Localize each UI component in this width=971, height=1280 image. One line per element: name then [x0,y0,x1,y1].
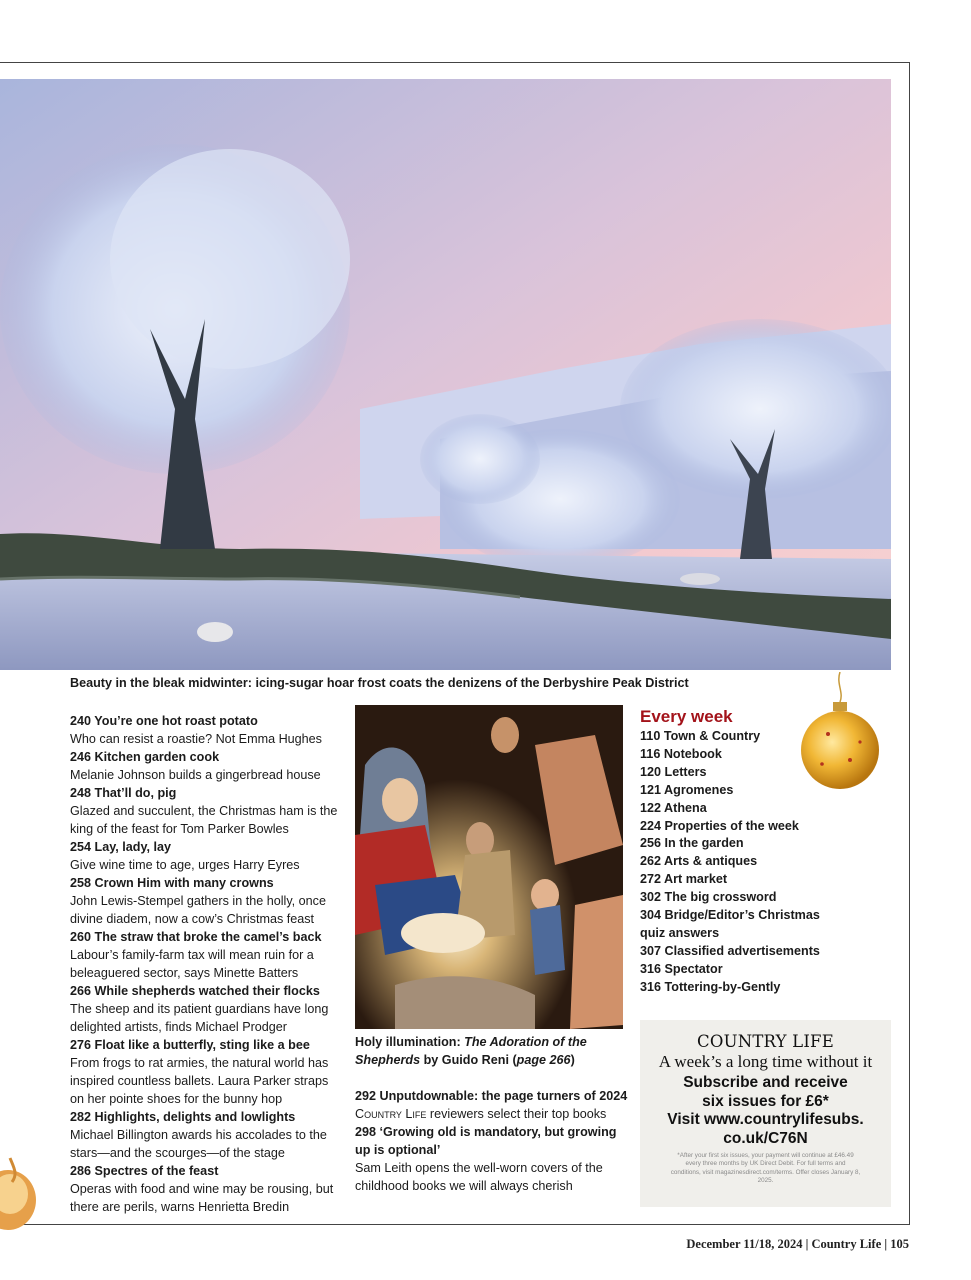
feature-desc [355,1105,630,1123]
feature-title: 254 Lay, lady, lay [70,840,172,854]
feature-title: 266 While shepherds watched their flocks [70,984,320,998]
feature-title: 248 That’ll do, pig [70,786,177,800]
feature-desc: Melanie Johnson builds a gingerbread house [70,768,321,782]
feature-entry[interactable] [70,838,342,874]
painting-caption-artist: by Guido Reni ( [420,1053,517,1067]
page-frame-bottom [0,1224,910,1225]
feature-desc: Who can resist a roastie? Not Emma Hughes [70,732,322,746]
list-item[interactable]: 116 Notebook [640,746,722,761]
feature-desc: Michael Billington awards his accolades to the stars—and the scourges—of the stage [70,1128,327,1160]
feature-title: 246 Kitchen garden cook [70,750,220,764]
painting-image [355,705,623,1029]
feature-desc: Give wine time to age, urges Harry Eyres [70,858,300,872]
feature-entry[interactable] [70,874,342,928]
painting-caption-title: The Adoration of the Shepherds [355,1035,587,1067]
feature-entry[interactable] [70,712,342,748]
features-column-2 [355,1087,630,1195]
brand-name: Country Life [355,1107,427,1121]
list-item[interactable]: 316 Tottering-by-Gently [640,979,781,994]
list-item[interactable]: 224 Properties of the week [640,818,799,833]
feature-desc: Labour’s family-farm tax will mean ruin for a beleaguered sector, says Minette Batters [70,948,314,980]
feature-desc: Glazed and succulent, the Christmas ham is the king of the feast for Tom Parker Bowles [70,804,338,836]
page-frame-top [0,62,910,63]
feature-title: 286 Spectres of the feast [70,1164,219,1178]
list-item[interactable]: 110 Town & Country [640,729,761,743]
list-item[interactable]: 302 The big crossword [640,890,777,905]
feature-desc: John Lewis-Stempel gathers in the holly, once divine diadem, now a cow’s Christmas feast [70,894,326,926]
hero-caption: Beauty in the bleak midwinter: icing-sugar hoar frost coats the denizens of the Derbyshire Peak District [70,676,689,690]
list-item[interactable]: 262 Arts & antiques [640,854,758,869]
subscription-promo[interactable] [640,1020,891,1207]
feature-desc: Operas with food and wine may be rousing, but there are perils, warns Henrietta Bredin [70,1182,334,1214]
painting-caption-page: page 266 [516,1053,571,1067]
promo-small-print: *After your first six issues, your payment will continue at £46.49 every three months by UK Direct Debit. For full terms and conditions, visit magazinesdirect.com/terms. Offer closes January 8, 2025. [670,1152,861,1184]
feature-entry[interactable] [70,1036,342,1108]
feature-entry[interactable] [355,1123,630,1195]
promo-offer [640,1074,891,1148]
promo-brand: COUNTRY LIFE [697,1032,834,1051]
feature-entry[interactable] [355,1087,630,1123]
list-item[interactable]: 121 Agromenes [640,782,734,797]
feature-entry[interactable] [70,784,342,838]
promo-link[interactable]: co.uk/C76N [723,1129,808,1147]
list-item[interactable]: 120 Letters [640,764,707,779]
promo-tagline: A week’s a long time without it [658,1052,873,1071]
feature-title: 240 You’re one hot roast potato [70,714,258,728]
feature-entry[interactable] [70,1162,342,1216]
list-item[interactable]: 304 Bridge/Editor’s Christmas quiz answers [640,908,820,940]
feature-desc: The sheep and its patient guardians have long delighted artists, finds Michael Prodger [70,1002,329,1034]
list-item[interactable]: 307 Classified advertisements [640,943,820,958]
feature-entry[interactable] [70,982,342,1036]
feature-entry[interactable] [70,928,342,982]
feature-entry[interactable] [70,748,342,784]
painting-caption-prefix: Holy illumination: [355,1035,465,1049]
page-frame-right [909,62,910,1225]
promo-offer-line: six issues for £6* [702,1092,829,1110]
feature-desc: From frogs to rat armies, the natural world has inspired countless ballets. Laura Parker straps on her pointe shoes for the bunny hop [70,1056,329,1106]
feature-desc-text: reviewers select their top books [426,1107,607,1121]
feature-title: 276 Float like a butterfly, sting like a bee [70,1038,310,1052]
painting-caption-end: ) [570,1053,575,1067]
list-item[interactable]: 256 In the garden [640,836,744,851]
feature-title: 260 The straw that broke the camel’s back [70,930,322,944]
cake-decoration [0,1148,40,1234]
bauble-ornament [800,672,884,794]
feature-title: 292 Unputdownable: the page turners of 2024 [355,1089,628,1103]
feature-title: 298 ‘Growing old is mandatory, but growing up is optional’ [355,1125,617,1157]
page-footer: December 11/18, 2024 | Country Life | 105 [686,1237,909,1251]
list-item[interactable]: 122 Athena [640,800,707,815]
feature-title: 282 Highlights, delights and lowlights [70,1110,296,1124]
hero-photo [0,79,891,670]
feature-title: 258 Crown Him with many crowns [70,876,274,890]
list-item[interactable]: 316 Spectator [640,961,723,976]
feature-desc: Sam Leith opens the well-worn covers of the childhood books we will always cherish [355,1161,603,1193]
painting-caption [355,1033,625,1069]
every-week-heading: Every week [640,707,733,726]
promo-offer-line: Subscribe and receive [683,1074,848,1091]
list-item[interactable]: 272 Art market [640,872,728,887]
features-column [70,712,342,1216]
promo-link[interactable]: Visit www.countrylifesubs. [667,1111,864,1128]
feature-entry[interactable] [70,1108,342,1162]
